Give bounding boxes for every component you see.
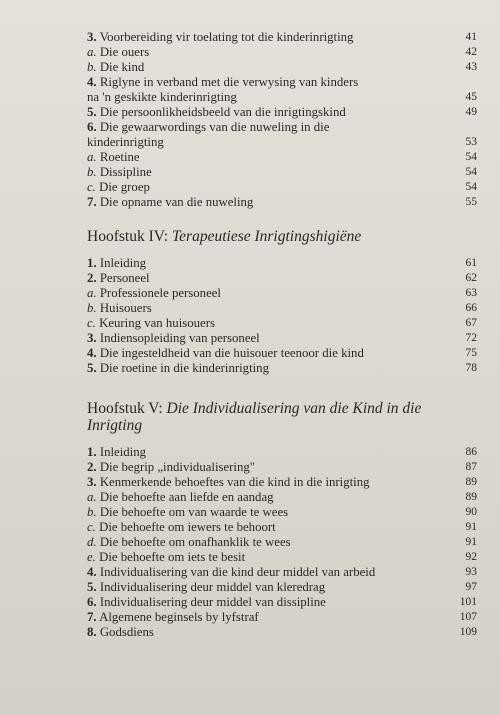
toc-entry bbox=[87, 610, 477, 625]
chapter-heading-continued bbox=[87, 416, 487, 436]
entry-letter: c. bbox=[87, 316, 96, 330]
entry-number: 6. bbox=[87, 120, 97, 134]
entry-title: Die ingesteldheid van die huisouer teenoor die kind bbox=[99, 346, 364, 360]
toc-entry bbox=[87, 580, 477, 595]
toc-entry bbox=[87, 595, 477, 610]
toc-entry bbox=[87, 120, 477, 135]
page-number: 67 bbox=[465, 317, 477, 329]
toc-entry bbox=[87, 301, 477, 316]
page-number: 43 bbox=[465, 61, 477, 73]
entry-title: Dissipline bbox=[99, 165, 152, 179]
entry-title: Algemene beginsels by lyfstraf bbox=[99, 610, 259, 624]
entry-title: Die persoonlikheidsbeeld van die inrigtingskind bbox=[99, 105, 346, 119]
entry-number: 5. bbox=[87, 105, 97, 119]
toc-entry bbox=[87, 180, 477, 195]
entry-letter: c. bbox=[87, 180, 96, 194]
entry-title: Die ouers bbox=[99, 45, 150, 59]
page-number: 54 bbox=[465, 151, 477, 163]
entry-title: Die opname van die nuweling bbox=[99, 195, 254, 209]
entry-number: 5. bbox=[87, 361, 97, 375]
entry-title: Die begrip „individualisering" bbox=[99, 460, 256, 474]
entry-title: Individualisering deur middel van dissipline bbox=[99, 595, 326, 609]
toc-entry bbox=[87, 286, 477, 301]
toc-entry bbox=[87, 105, 477, 120]
page-number: 92 bbox=[465, 551, 477, 563]
chapter-title-continued: Inrigting bbox=[87, 417, 143, 434]
entry-letter: a. bbox=[87, 490, 97, 504]
entry-number: 7. bbox=[87, 610, 97, 624]
entry-number: 2. bbox=[87, 271, 97, 285]
entry-title: Inleiding bbox=[99, 256, 147, 270]
toc-entry bbox=[87, 316, 477, 331]
toc-entry bbox=[87, 490, 477, 505]
entry-title: Professionele personeel bbox=[99, 286, 221, 300]
page-number: 86 bbox=[465, 446, 477, 458]
toc-entry bbox=[87, 361, 477, 376]
page-number: 55 bbox=[465, 196, 477, 208]
chapter-title: Terapeutiese Inrigtingshigiëne bbox=[171, 228, 362, 245]
entry-title: Die behoefte om onafhanklik te wees bbox=[99, 535, 291, 549]
page-number: 91 bbox=[465, 536, 477, 548]
toc-entry bbox=[87, 195, 477, 210]
toc-entry bbox=[87, 135, 477, 150]
toc-entry bbox=[87, 346, 477, 361]
entry-number: 8. bbox=[87, 625, 97, 639]
toc-entry bbox=[87, 30, 477, 45]
entry-title: Die kind bbox=[99, 60, 145, 74]
page-number: 53 bbox=[465, 136, 477, 148]
entry-letter: b. bbox=[87, 301, 97, 315]
entry-title: Kenmerkende behoeftes van die kind in die inrigting bbox=[99, 475, 370, 489]
chapter-label: Hoofstuk V: bbox=[87, 400, 167, 417]
entry-number: 3. bbox=[87, 30, 97, 44]
toc-entry bbox=[87, 520, 477, 535]
entry-number: 4. bbox=[87, 346, 97, 360]
toc-entry bbox=[87, 535, 477, 550]
toc-entry bbox=[87, 165, 477, 180]
entry-title: Die behoefte om iets te besit bbox=[99, 550, 246, 564]
entry-title: Indiensopleiding van personeel bbox=[99, 331, 260, 345]
toc-entry bbox=[87, 460, 477, 475]
entry-letter: b. bbox=[87, 60, 97, 74]
toc-entry bbox=[87, 475, 477, 490]
entry-title: Die gewaarwordings van die nuweling in die bbox=[99, 120, 330, 134]
toc-entry bbox=[87, 90, 477, 105]
page-number: 109 bbox=[459, 626, 477, 638]
entry-title: Roetine bbox=[99, 150, 140, 164]
entry-title: Die groep bbox=[99, 180, 150, 194]
toc-entry bbox=[87, 331, 477, 346]
toc-entry bbox=[87, 45, 477, 60]
page-number: 49 bbox=[465, 106, 477, 118]
page-number: 61 bbox=[465, 257, 477, 269]
entry-number: 4. bbox=[87, 75, 97, 89]
entry-title: na 'n geskikte kinderinrigting bbox=[87, 90, 237, 104]
page-number: 78 bbox=[465, 362, 477, 374]
entry-letter: b. bbox=[87, 165, 97, 179]
toc-entry bbox=[87, 550, 477, 565]
entry-title: Riglyne in verband met die verwysing van kinders bbox=[99, 75, 359, 89]
entry-letter: c. bbox=[87, 520, 96, 534]
entry-letter: a. bbox=[87, 45, 97, 59]
toc-entry bbox=[87, 565, 477, 580]
entry-title: Individualisering van die kind deur middel van arbeid bbox=[99, 565, 376, 579]
page-number: 89 bbox=[465, 476, 477, 488]
toc-entry bbox=[87, 271, 477, 286]
page-number: 66 bbox=[465, 302, 477, 314]
entry-number: 6. bbox=[87, 595, 97, 609]
entry-title: Inleiding bbox=[99, 445, 147, 459]
chapter-title: Die Individualisering van die Kind in die bbox=[166, 400, 422, 417]
chapter-label: Hoofstuk IV: bbox=[87, 228, 172, 245]
toc-entry bbox=[87, 75, 477, 90]
entry-title: Individualisering deur middel van kleredrag bbox=[99, 580, 326, 594]
page-number: 72 bbox=[465, 332, 477, 344]
page-number: 54 bbox=[465, 181, 477, 193]
entry-title: Personeel bbox=[99, 271, 150, 285]
entry-letter: a. bbox=[87, 150, 97, 164]
toc-entry bbox=[87, 60, 477, 75]
entry-title: Huisouers bbox=[99, 301, 152, 315]
toc-entry bbox=[87, 625, 477, 640]
toc-entry bbox=[87, 445, 477, 460]
entry-number: 5. bbox=[87, 580, 97, 594]
page-number: 41 bbox=[465, 31, 477, 43]
toc-entry bbox=[87, 256, 477, 271]
entry-number: 3. bbox=[87, 475, 97, 489]
toc-entry bbox=[87, 505, 477, 520]
entry-number: 2. bbox=[87, 460, 97, 474]
entry-letter: b. bbox=[87, 505, 97, 519]
entry-letter: d. bbox=[87, 535, 97, 549]
entry-number: 1. bbox=[87, 445, 97, 459]
page-number: 90 bbox=[465, 506, 477, 518]
entry-number: 1. bbox=[87, 256, 97, 270]
entry-title: Die behoefte om van waarde te wees bbox=[99, 505, 289, 519]
entry-number: 4. bbox=[87, 565, 97, 579]
chapter-heading bbox=[87, 227, 487, 247]
page-number: 87 bbox=[465, 461, 477, 473]
entry-title: Die behoefte aan liefde en aandag bbox=[99, 490, 274, 504]
entry-title: kinderinrigting bbox=[87, 135, 164, 149]
page-number: 93 bbox=[465, 566, 477, 578]
page-number: 107 bbox=[459, 611, 477, 623]
page-number: 101 bbox=[459, 596, 477, 608]
entry-title: Voorbereiding vir toelating tot die kinderinrigting bbox=[99, 30, 354, 44]
toc-entry bbox=[87, 150, 477, 165]
entry-letter: e. bbox=[87, 550, 96, 564]
entry-number: 7. bbox=[87, 195, 97, 209]
entry-title: Godsdiens bbox=[99, 625, 154, 639]
page-number: 75 bbox=[465, 347, 477, 359]
page-number: 91 bbox=[465, 521, 477, 533]
entry-number: 3. bbox=[87, 331, 97, 345]
page-number: 42 bbox=[465, 46, 477, 58]
page-number: 62 bbox=[465, 272, 477, 284]
page-number: 63 bbox=[465, 287, 477, 299]
entry-title: Die roetine in die kinderinrigting bbox=[99, 361, 269, 375]
entry-letter: a. bbox=[87, 286, 97, 300]
page-number: 97 bbox=[465, 581, 477, 593]
entry-title: Keuring van huisouers bbox=[99, 316, 215, 330]
page-number: 54 bbox=[465, 166, 477, 178]
entry-title: Die behoefte om iewers te behoort bbox=[99, 520, 276, 534]
page-number: 89 bbox=[465, 491, 477, 503]
page-number: 45 bbox=[465, 91, 477, 103]
